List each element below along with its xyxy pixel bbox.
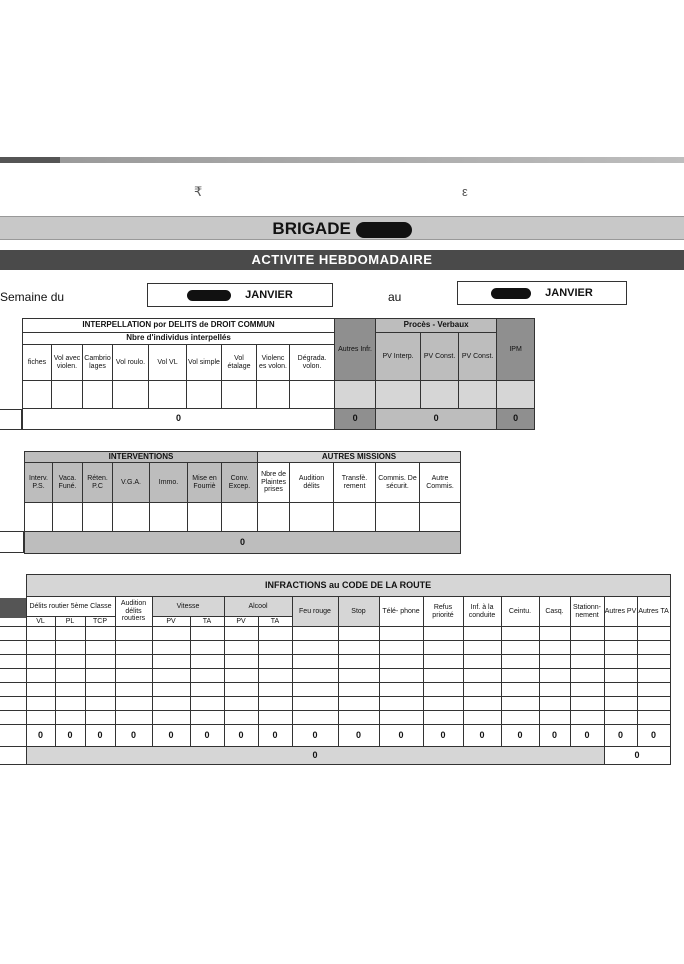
- infractions-zero-row: [0, 725, 670, 747]
- redaction: [187, 290, 231, 301]
- delits-header: Délits routier 5ème Classe: [26, 597, 115, 617]
- infr-col-6: Casq.: [539, 597, 570, 627]
- redaction: [356, 222, 412, 238]
- interp-col-0: fiches: [23, 345, 52, 381]
- zero-cell: 0: [85, 725, 115, 747]
- interpellation-title: INTERPELLATION por DELITS de DROIT COMMUN: [23, 319, 335, 333]
- semaine-label: Semaine du: [0, 290, 65, 304]
- zero-cell: 0: [604, 725, 637, 747]
- infractions-title: INFRACTIONS au CODE DE LA ROUTE: [26, 575, 670, 597]
- redaction: [491, 288, 531, 299]
- zero-cell: 0: [637, 725, 670, 747]
- brigade-banner: [0, 216, 684, 240]
- zero-cell: 0: [423, 725, 463, 747]
- table-row: [0, 641, 670, 655]
- infractions-table: [0, 574, 671, 765]
- ipm-total: 0: [497, 409, 535, 430]
- interv-col-5: Mise en Fourriè: [188, 463, 222, 503]
- interpellation-table: [22, 318, 535, 430]
- interpellation-subtitle: Nbre d'individus interpellés: [23, 333, 335, 345]
- interp-col-6: Vol étalage: [222, 345, 257, 381]
- interventions-table: [24, 451, 461, 554]
- alcool-sub-1: TA: [258, 617, 292, 627]
- interpellation-total: 0: [23, 409, 335, 430]
- left-stub: [0, 409, 22, 430]
- autres-infr-header: Autres Infr.: [335, 319, 376, 381]
- infr-col-8: Autres PV: [604, 597, 637, 627]
- zero-cell: 0: [152, 725, 190, 747]
- delits-sub-0: VL: [26, 617, 55, 627]
- au-label: au: [388, 290, 402, 304]
- pv-col-1: PV Const.: [421, 333, 459, 381]
- top-rule: [0, 157, 684, 163]
- infr-col-0: Feu rouge: [292, 597, 338, 627]
- left-stub: [0, 531, 24, 553]
- infr-col-5: Ceintu.: [501, 597, 539, 627]
- interv-col-6: Conv. Excep.: [222, 463, 258, 503]
- missions-col-4: Autre Commis.: [420, 463, 461, 503]
- scan-mark-right: ε: [462, 184, 468, 199]
- infr-col-3: Refus priorité: [423, 597, 463, 627]
- zero-cell: 0: [26, 725, 55, 747]
- table-row: [0, 669, 670, 683]
- pv-col-2: PV Const.: [459, 333, 497, 381]
- delits-sub-1: PL: [55, 617, 85, 627]
- semaine-from-month: JANVIER: [245, 289, 293, 301]
- vitesse-sub-0: PV: [152, 617, 190, 627]
- infr-col-4: Inf. à la conduite: [463, 597, 501, 627]
- table-row: [0, 683, 670, 697]
- interv-col-0: Interv. P.S.: [25, 463, 53, 503]
- alcool-sub-0: PV: [224, 617, 258, 627]
- interp-col-4: Vol VL: [149, 345, 187, 381]
- interp-col-7: Violenc es volon.: [257, 345, 290, 381]
- interv-col-1: Vaca. Funé.: [53, 463, 83, 503]
- zero-cell: 0: [224, 725, 258, 747]
- zero-cell: 0: [55, 725, 85, 747]
- missions-col-0: Nbre de Plaintes prises: [258, 463, 290, 503]
- semaine-to-field: [457, 281, 627, 305]
- activite-banner: [0, 250, 684, 270]
- interp-col-3: Vol roulo.: [113, 345, 149, 381]
- interp-col-5: Vol simple: [187, 345, 222, 381]
- activite-title: ACTIVITE HEBDOMADAIRE: [251, 252, 433, 267]
- zero-cell: 0: [501, 725, 539, 747]
- zero-cell: 0: [292, 725, 338, 747]
- autres-missions-title: AUTRES MISSIONS: [258, 452, 461, 463]
- zero-cell: 0: [190, 725, 224, 747]
- brigade-title: BRIGADE: [272, 219, 351, 238]
- scan-mark-left: ₹: [194, 184, 203, 199]
- interp-col-8: Dégrada. volon.: [290, 345, 335, 381]
- missions-col-3: Commis. De sécurit.: [376, 463, 420, 503]
- zero-cell: 0: [338, 725, 379, 747]
- vitesse-sub-1: TA: [190, 617, 224, 627]
- delits-sub-2: TCP: [85, 617, 115, 627]
- zero-cell: 0: [539, 725, 570, 747]
- table-row: [0, 655, 670, 669]
- interp-col-2: Cambrio lages: [83, 345, 113, 381]
- ipm-header: IPM: [497, 319, 535, 381]
- infr-col-9: Autres TA: [637, 597, 670, 627]
- interv-col-2: Réten. P.C: [83, 463, 113, 503]
- zero-cell: 0: [258, 725, 292, 747]
- pv-title: Procès - Verbaux: [376, 319, 497, 333]
- semaine-from-field: [147, 283, 333, 307]
- infractions-total-left: 0: [26, 747, 604, 765]
- infr-col-2: Télé- phone: [379, 597, 423, 627]
- interv-col-3: V.G.A.: [113, 463, 150, 503]
- zero-cell: 0: [570, 725, 604, 747]
- autres-infr-total: 0: [335, 409, 376, 430]
- semaine-to-month: JANVIER: [545, 287, 593, 299]
- table-row: [0, 697, 670, 711]
- zero-cell: 0: [379, 725, 423, 747]
- interventions-title: INTERVENTIONS: [25, 452, 258, 463]
- zero-cell: 0: [115, 725, 152, 747]
- table-row: [0, 711, 670, 725]
- interv-col-4: Immo.: [150, 463, 188, 503]
- interp-col-1: Vol avec violen.: [52, 345, 83, 381]
- interventions-total: 0: [25, 532, 461, 554]
- alcool-header: Alcool: [224, 597, 292, 617]
- pv-col-0: PV Interp.: [376, 333, 421, 381]
- missions-col-1: Audition délits: [290, 463, 334, 503]
- audition-header: Audition délits routiers: [115, 597, 152, 627]
- missions-col-2: Transfè. rement: [334, 463, 376, 503]
- table-row: [0, 627, 670, 641]
- pv-total: 0: [376, 409, 497, 430]
- infr-col-7: Stationn- nement: [570, 597, 604, 627]
- zero-cell: 0: [463, 725, 501, 747]
- vitesse-header: Vitesse: [152, 597, 224, 617]
- infr-col-1: Stop: [338, 597, 379, 627]
- infractions-total-right: 0: [604, 747, 670, 765]
